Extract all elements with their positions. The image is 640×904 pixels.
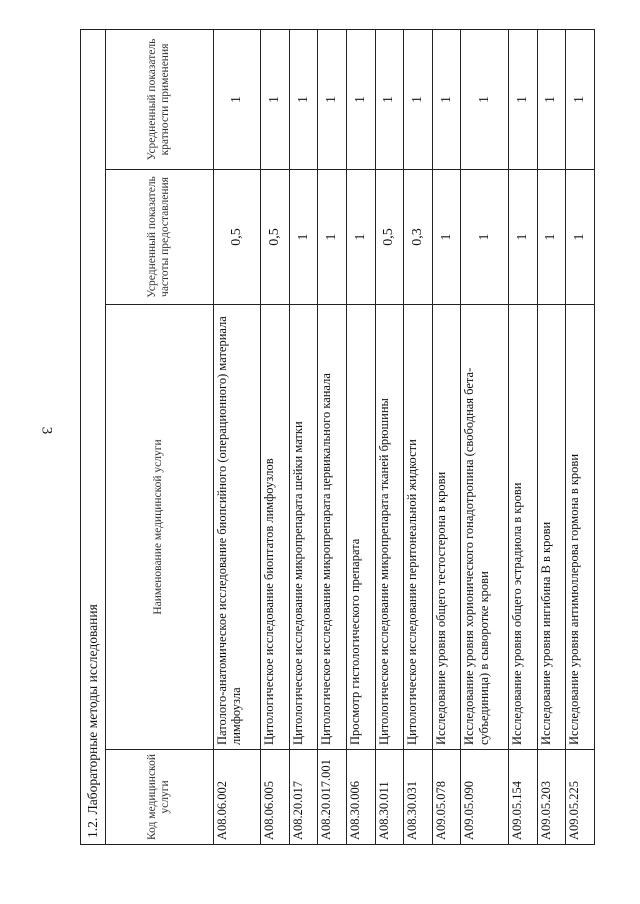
name-cell: Исследование уровня общего эстрадиола в крови (509, 305, 538, 750)
frequency-cell: 0,5 (213, 170, 261, 305)
multiplicity-cell: 1 (432, 29, 461, 169)
table-row (289, 29, 318, 844)
code-cell: A08.20.017 (289, 750, 318, 845)
multiplicity-cell: 1 (404, 29, 433, 169)
frequency-cell: 1 (509, 170, 538, 305)
page-number: 3 (38, 426, 55, 435)
column-header-multiplicity: Усредненный показатель кратности применения (105, 29, 213, 169)
multiplicity-cell: 1 (289, 29, 318, 169)
code-cell: A08.30.031 (404, 750, 433, 845)
multiplicity-cell: 1 (509, 29, 538, 169)
name-cell: Просмотр гистологического препарата (346, 305, 375, 750)
table-row (346, 29, 375, 844)
name-cell: Цитологическое исследование перитонеальной жидкости (404, 305, 433, 750)
multiplicity-cell: 1 (375, 29, 404, 169)
header-row (105, 29, 213, 844)
code-cell: A09.05.154 (509, 750, 538, 845)
name-cell: Цитологическое исследование микропрепарата цервикального канала (318, 305, 347, 750)
code-cell: A09.05.203 (537, 750, 566, 845)
code-cell: A08.30.006 (346, 750, 375, 845)
code-cell: A08.06.002 (213, 750, 261, 845)
table-row (404, 29, 433, 844)
name-cell: Цитологическое исследование микропрепарата тканей брюшины (375, 305, 404, 750)
rotated-table-wrapper (80, 30, 595, 845)
multiplicity-cell: 1 (461, 29, 509, 169)
table-row (509, 29, 538, 844)
multiplicity-cell: 1 (261, 29, 290, 169)
table-body (213, 29, 594, 844)
frequency-cell: 1 (432, 170, 461, 305)
frequency-cell: 1 (461, 170, 509, 305)
name-cell: Патолого-анатомическое исследование биопсийного (операционного) материала лимфоузла (213, 305, 261, 750)
name-cell: Исследование уровня общего тестостерона в крови (432, 305, 461, 750)
name-cell: Цитологическое исследование микропрепарата шейки матки (289, 305, 318, 750)
frequency-cell: 0,5 (261, 170, 290, 305)
multiplicity-cell: 1 (537, 29, 566, 169)
frequency-cell: 1 (346, 170, 375, 305)
frequency-cell: 1 (289, 170, 318, 305)
code-cell: A08.06.005 (261, 750, 290, 845)
frequency-cell: 0,5 (375, 170, 404, 305)
code-cell: A08.30.011 (375, 750, 404, 845)
section-title: 1.2. Лабораторные методы исследования (81, 29, 106, 844)
multiplicity-cell: 1 (566, 29, 595, 169)
code-cell: A09.05.225 (566, 750, 595, 845)
frequency-cell: 1 (537, 170, 566, 305)
name-cell: Цитологическое исследование биоптатов лимфоузлов (261, 305, 290, 750)
multiplicity-cell: 1 (213, 29, 261, 169)
table-row (566, 29, 595, 844)
code-cell: A09.05.078 (432, 750, 461, 845)
multiplicity-cell: 1 (346, 29, 375, 169)
multiplicity-cell: 1 (318, 29, 347, 169)
table-row (537, 29, 566, 844)
name-cell: Исследование уровня хорионического гонадотропина (свободная бета-субъединица) в сыворотке крови (461, 305, 509, 750)
table-row (261, 29, 290, 844)
table-row (461, 29, 509, 844)
services-table (80, 29, 595, 845)
column-header-name: Наименование медицинской услуги (105, 305, 213, 750)
table-row (213, 29, 261, 844)
section-title-row (81, 29, 106, 844)
name-cell: Исследование уровня ингибина B в крови (537, 305, 566, 750)
frequency-cell: 0,3 (404, 170, 433, 305)
column-header-frequency: Усредненный показатель частоты предоставления (105, 170, 213, 305)
frequency-cell: 1 (566, 170, 595, 305)
column-header-code: Код медицинской услуги (105, 750, 213, 845)
code-cell: A08.20.017.001 (318, 750, 347, 845)
name-cell: Исследование уровня антимюллерова гормона в крови (566, 305, 595, 750)
table-row (432, 29, 461, 844)
table-row (318, 29, 347, 844)
table-row (375, 29, 404, 844)
frequency-cell: 1 (318, 170, 347, 305)
code-cell: A09.05.090 (461, 750, 509, 845)
